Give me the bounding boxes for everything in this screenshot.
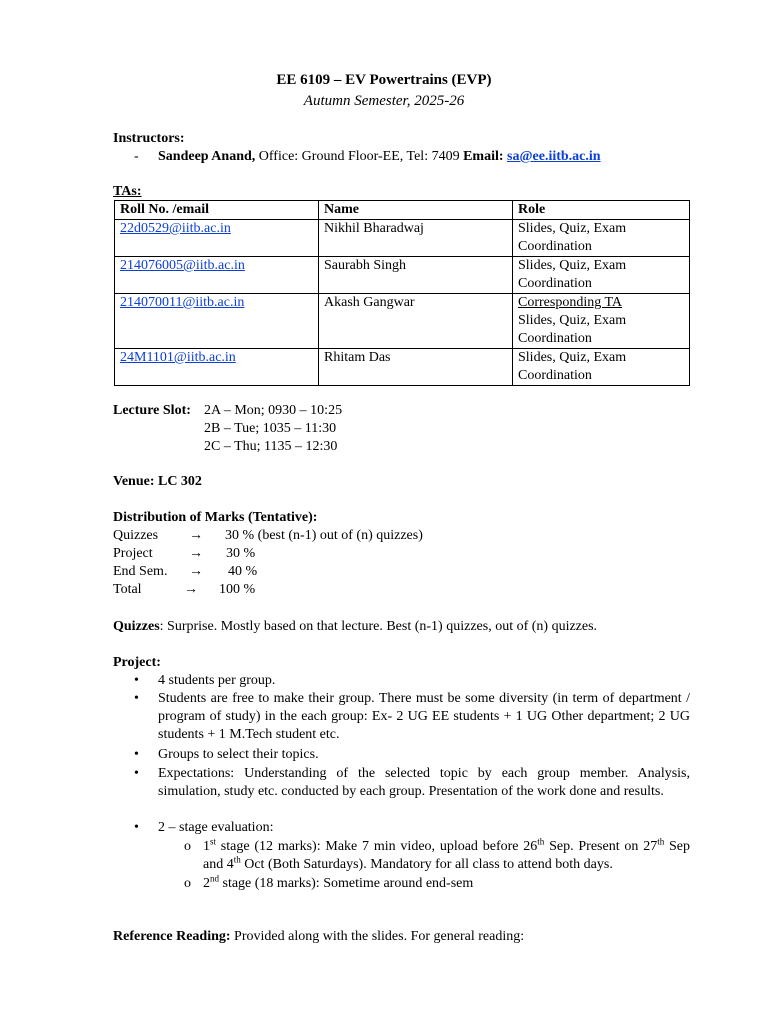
lecture-slot-2c: 2C – Thu; 1135 – 12:30 (204, 439, 338, 454)
ta-role-line: Slides, Quiz, Exam (518, 258, 627, 273)
table-row (115, 294, 690, 349)
marks-item-name: Project (113, 546, 153, 561)
project-bullet-4: Expectations: Understanding of the selected topic by each group member. Analysis, simulation, study etc. conducted by each group. Presentation of the work done and results. (158, 766, 690, 799)
project-bullet-3: Groups to select their topics. (158, 747, 319, 762)
ta-role-line: Corresponding TA (518, 295, 623, 310)
ta-role-line: Slides, Quiz, Exam (518, 350, 627, 365)
sub-bullet-icon: o (184, 876, 191, 891)
marks-item-name: Total (113, 582, 142, 597)
ta-role (513, 220, 690, 257)
lecture-slot-label: Lecture Slot: (113, 403, 191, 418)
ta-email-link[interactable]: 24M1101@iitb.ac.in (120, 350, 236, 365)
ta-role-line: Coordination (518, 331, 592, 346)
quizzes-text: : Surprise. Mostly based on that lecture. Best (n-1) quizzes, out of (n) quizzes. (159, 619, 598, 634)
instructor-dash: - (134, 149, 139, 164)
instructor-email-label: Email: (463, 149, 504, 164)
marks-item-value: 30 % (best (n-1) out of (n) quizzes) (225, 528, 423, 543)
ta-role-line: Slides, Quiz, Exam (518, 221, 627, 236)
column-header-name: Name (319, 201, 513, 220)
arrow-icon: → (189, 546, 203, 561)
bullet-icon: • (134, 691, 139, 706)
marks-item-value: 30 % (226, 546, 256, 561)
ta-table (114, 200, 690, 386)
ta-table-header (115, 201, 690, 220)
project-bullet-2: Students are free to make their group. There must be some diversity (in term of department / program of study) in the each group: Ex- 2 UG EE students + 1 UG Other department; 2 UG students + 1 M.Tech student etc. (158, 691, 690, 742)
ta-role-line: Slides, Quiz, Exam (518, 313, 627, 328)
course-title: EE 6109 – EV Powertrains (EVP) (276, 72, 492, 88)
project-bullet-1: 4 students per group. (158, 673, 276, 688)
instructors-heading: Instructors: (113, 131, 185, 146)
quizzes-label: Quizzes (113, 619, 160, 634)
ta-name: Rhitam Das (319, 349, 513, 386)
ta-email-link[interactable]: 214070011@iitb.ac.in (120, 295, 245, 310)
ta-name: Nikhil Bharadwaj (319, 220, 513, 257)
marks-item-value: 100 % (219, 582, 256, 597)
marks-heading: Distribution of Marks (Tentative): (113, 510, 318, 525)
table-row (115, 220, 690, 257)
ta-name: Saurabh Singh (319, 257, 513, 294)
ta-email-link[interactable]: 214076005@iitb.ac.in (120, 258, 245, 273)
venue: Venue: LC 302 (113, 474, 202, 489)
project-bullet-5: 2 – stage evaluation: (158, 820, 274, 835)
arrow-icon: → (189, 564, 203, 579)
reference-label: Reference Reading: (113, 929, 231, 944)
instructor-email-link[interactable]: sa@ee.iitb.ac.in (507, 149, 601, 164)
ta-name: Akash Gangwar (319, 294, 513, 349)
instructor-name: Sandeep Anand, (158, 149, 256, 164)
quizzes-line (113, 618, 597, 636)
lecture-slot-2a: 2A – Mon; 0930 – 10:25 (204, 403, 343, 418)
ta-role-line: Coordination (518, 276, 592, 291)
ta-role-line: Coordination (518, 239, 592, 254)
table-row (115, 257, 690, 294)
stage-1-text: 1st stage (12 marks): Make 7 min video, upload before 26th Sep. Present on 27th Sep and 4th Oct (Both Saturdays). Mandatory for all class to attend both days. (203, 836, 691, 872)
table-row (115, 349, 690, 386)
ta-role (513, 257, 690, 294)
tas-heading: TAs: (113, 184, 142, 199)
ta-email-link[interactable]: 22d0529@iitb.ac.in (120, 221, 231, 236)
marks-item-name: Quizzes (113, 528, 159, 543)
reference-text: Provided along with the slides. For general reading: (230, 929, 525, 944)
bullet-icon: • (134, 673, 139, 688)
marks-item-value: 40 % (228, 564, 258, 579)
project-heading: Project: (113, 655, 161, 670)
arrow-icon: → (189, 528, 203, 543)
column-header-roll: Roll No. /email (115, 201, 319, 220)
reference-line (113, 928, 524, 946)
bullet-icon: • (134, 820, 139, 835)
bullet-icon: • (134, 766, 139, 781)
marks-item-name: End Sem. (113, 564, 168, 579)
ta-role (513, 349, 690, 386)
ta-role (513, 294, 690, 349)
ta-role-line: Coordination (518, 368, 592, 383)
column-header-role: Role (513, 201, 690, 220)
sub-bullet-icon: o (184, 839, 191, 854)
semester-subtitle: Autumn Semester, 2025-26 (303, 93, 465, 109)
lecture-slot-2b: 2B – Tue; 1035 – 11:30 (204, 421, 337, 436)
arrow-icon: → (184, 582, 198, 597)
stage-2-text: 2nd stage (18 marks): Sometime around end-sem (203, 873, 474, 891)
instructor-details: Office: Ground Floor-EE, Tel: 7409 (255, 149, 464, 164)
bullet-icon: • (134, 747, 139, 762)
instructor-line (158, 148, 601, 166)
